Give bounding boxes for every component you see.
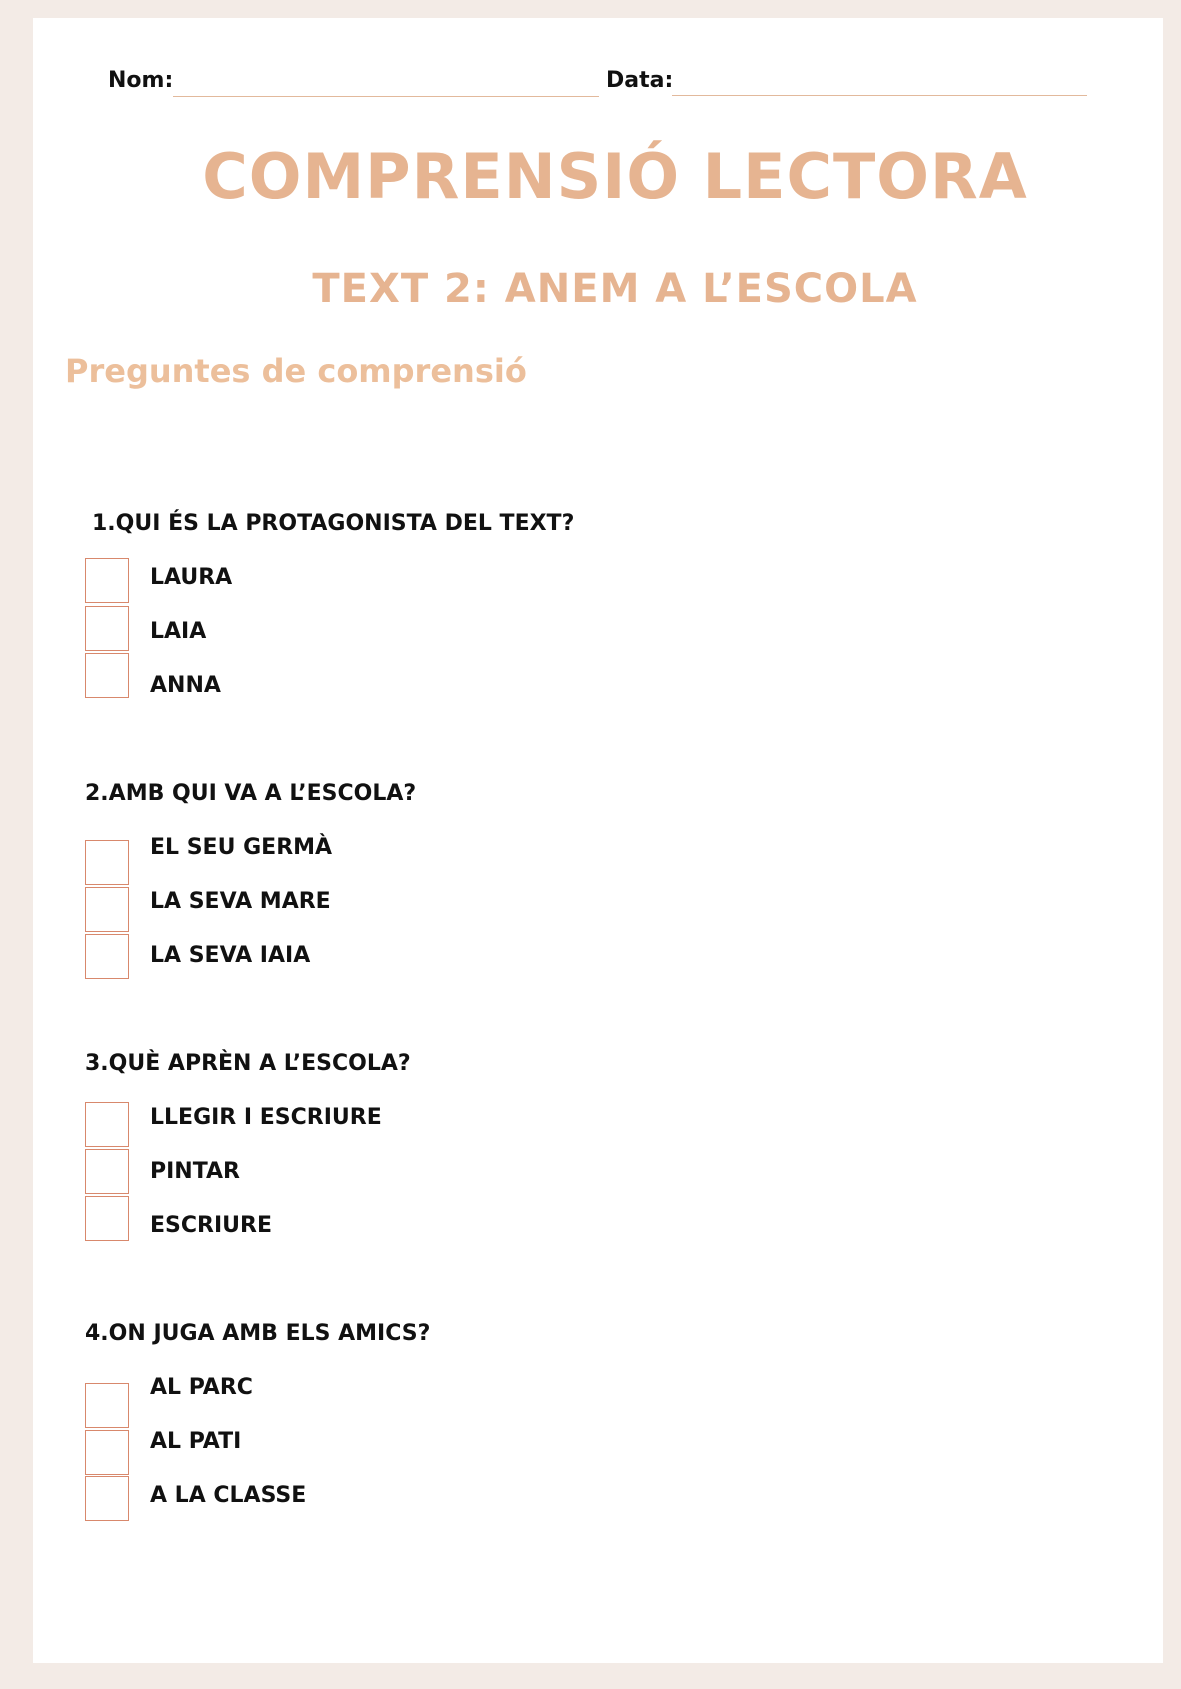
question-1: 1.QUI ÉS LA PROTAGONISTA DEL TEXT? (92, 511, 575, 536)
page-subtitle: TEXT 2: ANEM A L’ESCOLA (312, 266, 918, 312)
date-field[interactable] (672, 95, 1087, 96)
page-title: COMPRENSIÓ LECTORA (202, 140, 1028, 213)
question-2: 2.AMB QUI VA A L’ESCOLA? (85, 781, 417, 806)
question-3: 3.QUÈ APRÈN A L’ESCOLA? (85, 1051, 411, 1076)
option-q1-c: ANNA (150, 673, 221, 698)
checkbox-q3-c[interactable] (85, 1196, 129, 1241)
name-label: Nom: (108, 68, 174, 93)
checkbox-q3-a[interactable] (85, 1102, 129, 1147)
option-q3-a: LLEGIR I ESCRIURE (150, 1105, 382, 1130)
checkbox-q2-c[interactable] (85, 934, 129, 979)
checkbox-q2-b[interactable] (85, 887, 129, 932)
option-q2-a: EL SEU GERMÀ (150, 835, 333, 860)
option-q2-c: LA SEVA IAIA (150, 943, 311, 968)
option-q1-a: LAURA (150, 565, 233, 590)
option-q3-b: PINTAR (150, 1159, 240, 1184)
checkbox-q4-a[interactable] (85, 1383, 129, 1428)
option-q1-b: LAIA (150, 619, 207, 644)
name-field[interactable] (173, 96, 599, 97)
option-q3-c: ESCRIURE (150, 1213, 272, 1238)
option-q2-b: LA SEVA MARE (150, 889, 331, 914)
option-q4-b: AL PATI (150, 1429, 242, 1454)
checkbox-q2-a[interactable] (85, 840, 129, 885)
date-label: Data: (606, 68, 674, 93)
section-title: Preguntes de comprensió (65, 352, 527, 390)
checkbox-q4-b[interactable] (85, 1430, 129, 1475)
checkbox-q3-b[interactable] (85, 1149, 129, 1194)
option-q4-a: AL PARC (150, 1375, 253, 1400)
checkbox-q4-c[interactable] (85, 1476, 129, 1521)
checkbox-q1-a[interactable] (85, 558, 129, 603)
checkbox-q1-c[interactable] (85, 653, 129, 698)
question-4: 4.ON JUGA AMB ELS AMICS? (85, 1321, 431, 1346)
option-q4-c: A LA CLASSE (150, 1483, 307, 1508)
checkbox-q1-b[interactable] (85, 606, 129, 651)
